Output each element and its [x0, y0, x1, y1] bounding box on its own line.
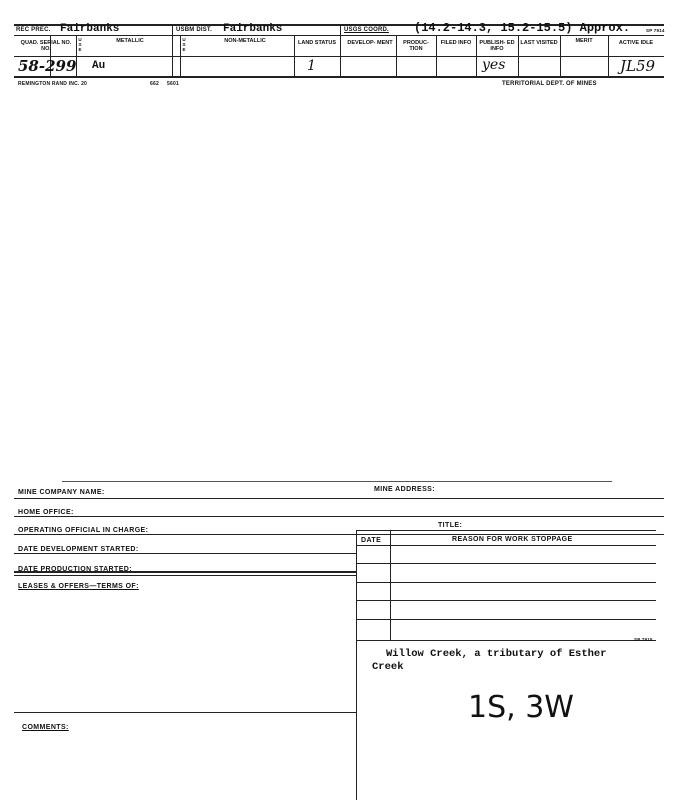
location-note: Willow Creek, a tributary of Esther Creek	[372, 648, 607, 673]
department-imprint: TERRITORIAL DEPT. OF MINES	[502, 81, 597, 87]
record-quad-serial: 58-299	[18, 57, 77, 75]
col-development: DEVELOP- MENT	[347, 40, 393, 46]
usbm-dist-label: USBM DIST.	[176, 27, 213, 33]
col-filed-info: FILED INFO	[440, 40, 472, 46]
col-metallic: METALLIC	[116, 38, 144, 44]
col-published-info: PUBLISH- ED INFO	[479, 40, 515, 52]
comments-label: COMMENTS:	[22, 724, 69, 731]
form-number-bottom: SP 7915	[634, 637, 653, 642]
date-production-label: DATE PRODUCTION STARTED:	[18, 566, 132, 573]
col-non-metallic: NON-METALLIC	[224, 38, 266, 44]
usgs-coord-label: USGS COORD.	[344, 27, 389, 33]
mine-address-label: MINE ADDRESS:	[374, 486, 435, 493]
rec-prec-label: REC PREC.	[16, 27, 51, 33]
col-use-2: U S E	[182, 37, 186, 52]
date-development-label: DATE DEVELOPMENT STARTED:	[18, 546, 139, 553]
record-metallic: Au	[92, 60, 106, 72]
col-land-status: LAND STATUS	[298, 40, 336, 46]
col-quad-serial: QUAD. SERIAL NO. NO.	[20, 40, 72, 52]
home-office-label: HOME OFFICE:	[18, 509, 74, 516]
mine-company-name-label: MINE COMPANY NAME:	[18, 489, 105, 496]
township-range-note: 1S, 3W	[468, 690, 574, 725]
col-last-visited: LAST VISITED	[520, 40, 558, 46]
record-published-info: yes	[482, 57, 506, 73]
form-number-top: SP 7914	[646, 28, 665, 33]
rec-prec-value: Fairbanks	[60, 23, 120, 35]
printer-imprint: REMINGTON RAND INC. 20	[18, 81, 88, 87]
col-active-idle: ACTIVE IDLE	[618, 40, 654, 46]
date-col-header: DATE	[361, 537, 382, 544]
col-use-1: U S E	[78, 37, 82, 52]
reason-col-header: REASON FOR WORK STOPPAGE	[452, 536, 573, 543]
col-merit: MERIT	[575, 38, 593, 44]
usbm-dist-value: Fairbanks	[223, 23, 283, 35]
printer-code-1: 662	[150, 81, 159, 87]
printer-code-2: 5601	[167, 81, 179, 87]
operating-official-label: OPERATING OFFICIAL IN CHARGE:	[18, 527, 149, 534]
leases-label: LEASES & OFFERS—TERMS OF:	[18, 583, 139, 590]
col-production: PRODUC- TION	[403, 40, 429, 52]
usgs-coord-value: (14.2-14.3, 15.2-15.5) Approx.	[414, 21, 631, 35]
title-label: TITLE:	[438, 522, 463, 529]
record-active-idle: JL59	[620, 57, 656, 75]
record-land-status: 1	[307, 58, 316, 74]
